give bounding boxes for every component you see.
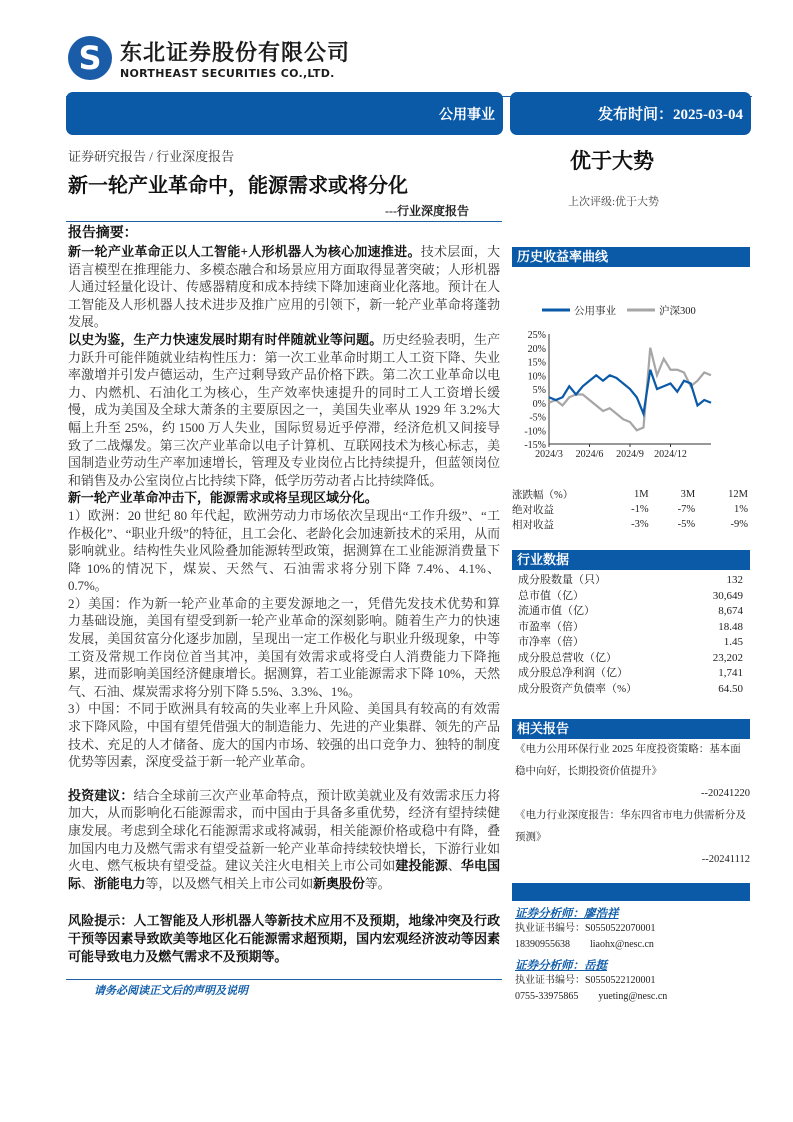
analyst-card [515,905,750,953]
metric-label: 流通市值（亿） [518,605,595,617]
company: 浙能电力 [93,875,146,891]
x-tick-label: 2024/6 [575,449,604,457]
industry-data-row [512,651,750,667]
rating: 优于大势 [570,149,654,173]
returns-cell: 绝对收益 [512,505,554,516]
industry-data-row [512,682,750,698]
analyst-name: 证券分析师：岳挺 [515,960,607,972]
metric-value: 30,649 [712,589,743,602]
publish-date: 发布时间：2025-03-04 [598,107,743,123]
metric-value: 1,741 [718,667,743,679]
analyst-cert: 执业证书编号：S0550522070001 [515,923,656,934]
metric-label: 市净率（倍） [518,636,584,648]
breadcrumb: 证券研究报告 / 行业深度报告 [68,149,235,164]
paragraph [68,243,500,331]
industry-section-title: 行业数据 [512,550,750,570]
y-tick-label: -5% [529,412,546,424]
returns-table [512,487,748,532]
y-tick-label: 10% [527,371,546,383]
related-report[interactable] [512,805,750,871]
y-tick-label: 5% [532,385,546,396]
paragraph [68,489,500,507]
industry-data-row [512,604,750,620]
returns-cell: 相对收益 [512,520,554,531]
y-tick-label: 25% [527,330,546,341]
report-summary [68,224,500,998]
date-banner [510,92,751,135]
paragraph-lead: 以史为鉴，生产力快速发展时期有时伴随就业等问题。 [68,331,383,347]
returns-cell: 涨跌幅（%） [512,490,574,501]
returns-cell: 1% [734,504,748,515]
footer-disclaimer: 请务必阅读正文后的声明及说明 [66,979,502,998]
x-tick-label: 2024/3 [535,449,563,457]
analyst-cert: 执业证书编号：S0550522120001 [515,975,656,986]
industry-data-row [512,635,750,651]
paragraph-china: 3）中国：不同于欧洲具有较高的失业率上升风险、美国具有较高的有效需求下降风险，中国有望凭借强大的制造能力、先进的产业集群、领先的产品技术、充足的人才储备、庞大的国内市场、较强的出口竞争力、独特的制度优势等因素，深度受益于新一轮产业革命。 [68,701,500,770]
sector-label: 公用事业 [439,107,495,123]
previous-rating: 上次评级:优于大势 [568,196,660,208]
investment-advice: 投资建议：结合全球前三次产业革命特点，预计欧美就业及有效需求压力将加大，从而影响化石能源需求，而中国由于具备多重优势，经济有望持续健康发展。考虑到全球化石能源需求或将减弱，相关能源价格或稳中有降，叠加国内电力及燃气需求有望受益新一轮产业革命持续较快增长，下游行业如火电、燃气板块有望受益。建议关注火电相关上市公司如建投能源、华电国际、浙能电力等，以及燃气相关上市公司如新奥股份等。 [68,787,500,891]
y-tick-label: -10% [524,426,546,438]
divider [66,221,502,222]
metric-label: 成分股数量（只） [518,574,606,586]
returns-cell: 1M [633,489,649,500]
returns-cell: 3M [680,489,696,500]
paragraph-europe: 1）欧洲：20 世纪 80 年代起，欧洲劳动力市场依次呈现出“工作升级”、“工作极化”、“职业升级”的特征，且工会化、老龄化会加速新技术的采用，从而影响就业。结构性失业风险叠加能源转型政策，据测算在工业能源消费量下降 10%的情况下，煤炭、天然气、石油需求将分别下降 7.4%、4.1%、0.7%。 [68,507,500,594]
company: 新奥股份 [313,875,365,891]
company-name-en: NORTHEAST SECURITIES CO.,LTD. [120,67,335,80]
company: 华电国际 [68,858,500,891]
related-section-title: 相关报告 [512,719,750,739]
paragraph-us: 2）美国：作为新一轮产业革命的主要发源地之一，凭借先发技术优势和算力基础设施，美国有望受到新一轮产业革命的深刻影响。随着生产力的快速发展，美国贫富分化逐步加剧，呈现出一定工作极化与职业升级现象，中等工资及常规工作岗位首当其冲，美国有效需求或将受白人消费能力下降拖累，进而影响美国经济健康增长。据测算，若工业能源需求下降 10%，天然气、石油、煤炭需求将分别下降 5.5%、3.3%、1%。 [68,595,500,699]
metric-value: 23,202 [712,651,743,664]
chart-section-title: 历史收益率曲线 [512,247,750,267]
legend-label: 沪深300 [659,306,696,317]
metric-label: 市盈率（倍） [518,620,584,633]
returns-cell: -9% [730,519,748,530]
x-tick-label: 2024/12 [654,449,687,457]
returns-cell: -7% [677,504,696,515]
sidebar [512,247,750,1005]
summary-heading: 报告摘要： [68,226,138,241]
logo-icon [68,36,112,80]
metric-label: 成分股资产负债率（%） [518,682,638,695]
industry-data-row [512,620,750,636]
industry-data-row [512,573,750,589]
metric-label: 成分股总营收（亿） [518,651,617,664]
metric-value: 1.45 [723,636,743,648]
returns-cell: -5% [677,519,696,530]
analyst-section-bar [512,883,750,901]
paragraph-lead: 新一轮产业革命冲击下，能源需求或将呈现区域分化。 [68,490,378,506]
paragraph-lead: 新一轮产业革命正以人工智能+人形机器人为核心加速推进。 [68,244,421,259]
metric-value: 64.50 [718,682,743,695]
metric-value: 8,674 [718,605,743,617]
related-report-title[interactable]: 《电力公用环保行业 2025 年度投资策略：基本面稳中向好，长期投资价值提升》 [515,744,741,777]
analyst-email[interactable]: liaohx@nesc.cn [590,939,654,950]
paragraph-lead: 投资建议： [68,787,134,803]
paragraph-text: 历史经验表明，生产力跃升可能伴随就业结构性压力：第一次工业革命时期工人工资下降、失业率激增并引发卢德运动，生产过剩导致产品价格下跌。第二次工业革命以电力、内燃机、石油化工为核心，生产效率快速提升的同时工人工资增长缓慢，成为美国及全球大萧条的主要原因之一，美国失业率从 1929 年 3.2%大幅上升至 25%，约 1500 万人失业，国际贸易近乎停滞，经济危机又间接导致了二战爆发。第三次产业革命以电子计算机、互联网技术为核心标志，美国制造业劳动生产率加速增长，管理及专业岗位占比持续提升，但蓝领岗位和销售及办公室岗位占比持续下降，低学历劳动者占比持续降低。 [68,331,500,488]
x-tick-label: 2024/9 [616,449,644,457]
y-tick-label: 20% [527,343,546,355]
analyst-name: 证券分析师：廖浩祥 [515,908,619,920]
analyst-card [515,957,750,1005]
analyst-email[interactable]: yueting@nesc.cn [598,991,668,1002]
metric-label: 成分股总净利润（亿） [518,667,628,679]
related-report-date: --20241220 [701,788,750,799]
risk-warning: 风险提示：人工智能及人形机器人等新技术应用不及预期，地缘冲突及行政干预等因素导致欧美等地区化石能源需求超预期，国内宏观经济波动等因素可能导致电力及燃气需求不及预期等。 [68,913,500,964]
legend-label: 公用事业 [574,306,616,317]
return-chart [512,267,750,457]
metric-value: 18.48 [718,620,743,633]
y-tick-label: 15% [527,357,546,369]
related-report[interactable] [512,739,750,805]
analyst-phone: 18390955638 [515,939,570,950]
company-logo [68,36,350,80]
related-report-date: --20241112 [701,854,750,865]
y-tick-label: 0% [532,398,546,410]
industry-data-row [512,666,750,682]
industry-data-list [512,570,750,697]
returns-cell: -3% [631,519,649,530]
company-name-cn: 东北证券股份有限公司 [120,41,351,66]
sector-banner [66,92,503,135]
paragraph [68,331,500,489]
returns-cell: 12M [728,489,748,500]
y-tick-label: -15% [524,440,546,451]
metric-value: 132 [726,574,743,586]
returns-cell: -1% [631,504,649,515]
metric-label: 总市值（亿） [518,589,584,602]
page-title: 新一轮产业革命中，能源需求或将分化 [68,175,408,197]
analyst-phone: 0755-33975865 [515,991,579,1002]
industry-data-row [512,589,750,605]
company: 建投能源 [395,858,448,874]
paragraph-text: 技术层面，大语言模型在推理能力、多模态融合和场景应用方面取得显著突破；人形机器人通过轻量化设计、传感器精度和成本持续下降加速商业化落地。预计在人工智能及人形机器人技术进步及推广应用的引领下，新一轮产业革命将蓬勃发展。 [68,244,500,330]
report-type: ---行业深度报告 [385,204,469,218]
related-report-title[interactable]: 《电力行业深度报告：华东四省市电力供需析分及预测》 [515,810,746,843]
